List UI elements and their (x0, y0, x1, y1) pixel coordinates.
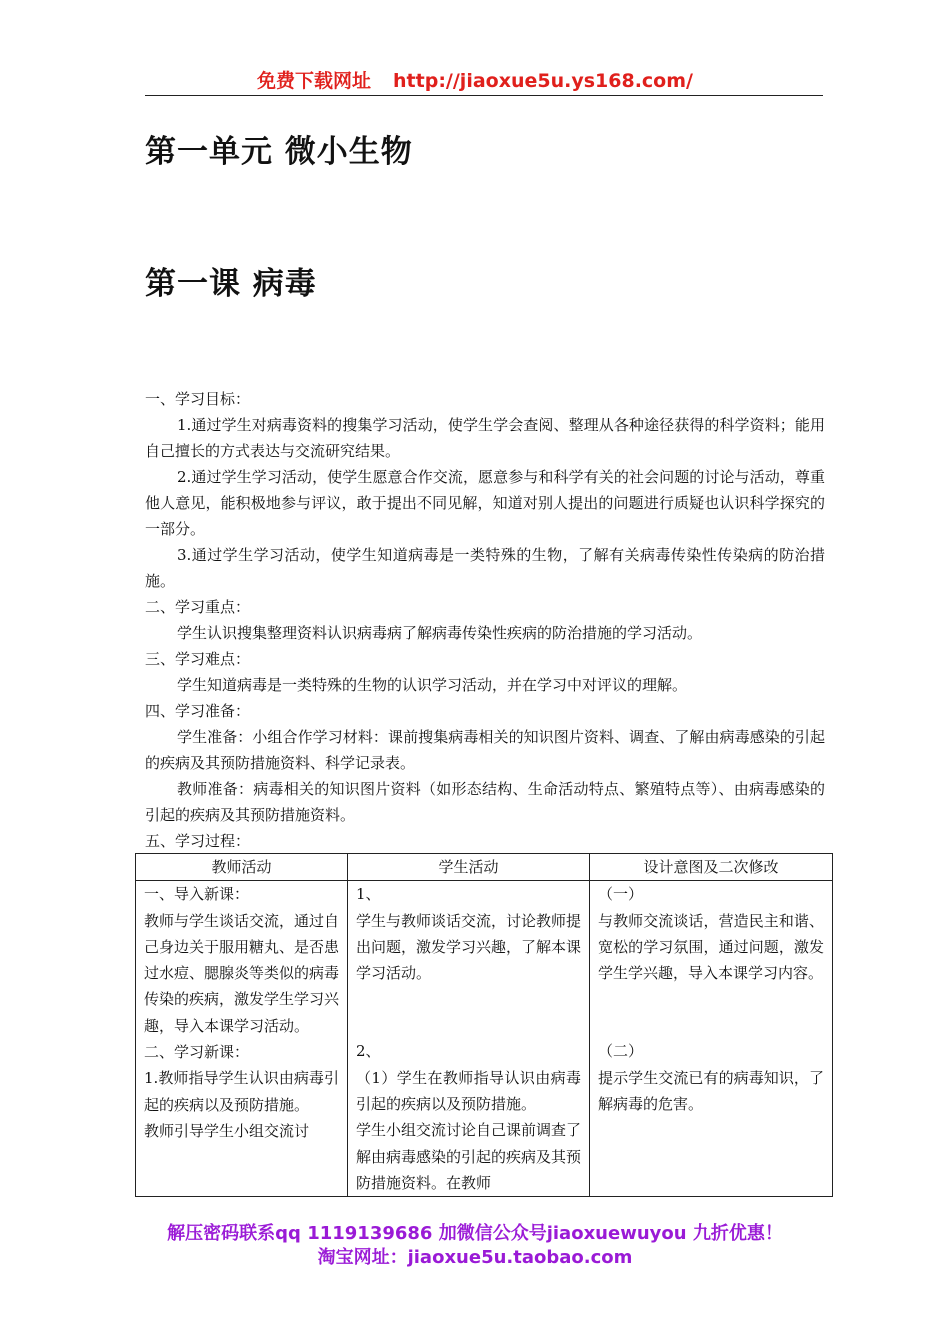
process-table (135, 853, 833, 1197)
student-step-number: 1、 (356, 885, 381, 904)
objective-item: 3.通过学生学习活动，使学生知道病毒是一类特殊的生物，了解有关病毒传染性传染病的防治措施。 (145, 546, 825, 590)
column-header: 教师活动 (136, 854, 348, 881)
difficulty-heading: 三、学习难点： (145, 650, 251, 668)
intro-heading: 一、导入新课： (144, 885, 250, 904)
student-step-number: 2、 (356, 1042, 381, 1061)
column-header: 学生活动 (348, 854, 590, 881)
design-intent-cell (590, 881, 833, 1197)
preparation-heading: 四、学习准备： (145, 702, 251, 720)
design-step-text: 与教师交流谈话，营造民主和谐、宽松的学习氛围，通过问题，激发学生学兴趣，导入本课学习内容。 (598, 911, 824, 983)
unit-title: 第一单元 微小生物 (145, 134, 413, 170)
footer-contact: 解压密码联系qq 1119139686 加微信公众号jiaoxuewuyou 九折优惠！ (167, 1223, 783, 1244)
new-lesson-text: 1.教师指导学生认识由病毒引起的疾病以及预防措施。 (144, 1069, 339, 1114)
header-url[interactable]: http://jiaoxue5u.ys168.com/ (393, 70, 693, 92)
design-step-number: （二） (598, 1042, 644, 1061)
teacher-preparation: 教师准备：病毒相关的知识图片资料（如形态结构、生命活动特点、繁殖特点等）、由病毒感染的引起的疾病及其预防措施资料。 (145, 780, 825, 824)
objective-item: 2.通过学生学习活动，使学生愿意合作交流，愿意参与和科学有关的社会问题的讨论与活动，尊重他人意见，能积极地参与评议，敢于提出不同见解，知道对别人提出的问题进行质疑也认识科学探究的一部分。 (145, 468, 825, 538)
design-step-number: （一） (598, 885, 644, 904)
column-header: 设计意图及二次修改 (590, 854, 833, 881)
header-divider (145, 95, 823, 96)
table-header-row (136, 854, 833, 881)
objectives-heading: 一、学习目标： (145, 390, 251, 408)
student-step-text: 学生与教师谈话交流，讨论教师提出问题，激发学习兴趣，了解本课学习活动。 (356, 911, 582, 983)
intro-text: 教师与学生谈话交流，通过自己身边关于服用糖丸、是否患过水痘、腮腺炎等类似的病毒传染的疾病，激发学生学习兴趣，导入本课学习活动。 (144, 911, 340, 1035)
key-point-heading: 二、学习重点： (145, 598, 251, 616)
objective-item: 1.通过学生对病毒资料的搜集学习活动，使学生学会查阅、整理从各种途径获得的科学资料；能用自己擅长的方式表达与交流研究结果。 (145, 416, 825, 460)
new-lesson-text-2: 教师引导学生小组交流讨 (144, 1121, 310, 1140)
student-step-text: （1）学生在教师指导认识由病毒引起的疾病以及预防措施。 (356, 1068, 581, 1114)
teacher-activity-cell (136, 881, 348, 1197)
lesson-title: 第一课 病毒 (145, 266, 317, 302)
lesson-body (145, 386, 825, 854)
design-step-text: 提示学生交流已有的病毒知识，了解病毒的危害。 (598, 1068, 824, 1114)
student-preparation: 学生准备：小组合作学习材料：课前搜集病毒相关的知识图片资料、调查、了解由病毒感染的引起的疾病及其预防措施资料、科学记录表。 (145, 728, 825, 772)
difficulty-text: 学生知道病毒是一类特殊的生物的认识学习活动，并在学习中对评议的理解。 (177, 676, 688, 694)
student-activity-cell (348, 881, 590, 1197)
process-heading: 五、学习过程： (145, 832, 251, 850)
footer-shop-link[interactable]: 淘宝网址：jiaoxue5u.taobao.com (317, 1247, 633, 1268)
header-label: 免费下载网址 (257, 70, 372, 92)
key-point-text: 学生认识搜集整理资料认识病毒病了解病毒传染性疾病的防治措施的学习活动。 (177, 624, 703, 642)
table-row (136, 881, 833, 1197)
student-step-text: 学生小组交流讨论自己课前调查了解由病毒感染的引起的疾病及其预防措施资料。在教师 (356, 1121, 582, 1192)
page-header (0, 66, 950, 93)
new-lesson-heading: 二、学习新课： (144, 1043, 250, 1062)
